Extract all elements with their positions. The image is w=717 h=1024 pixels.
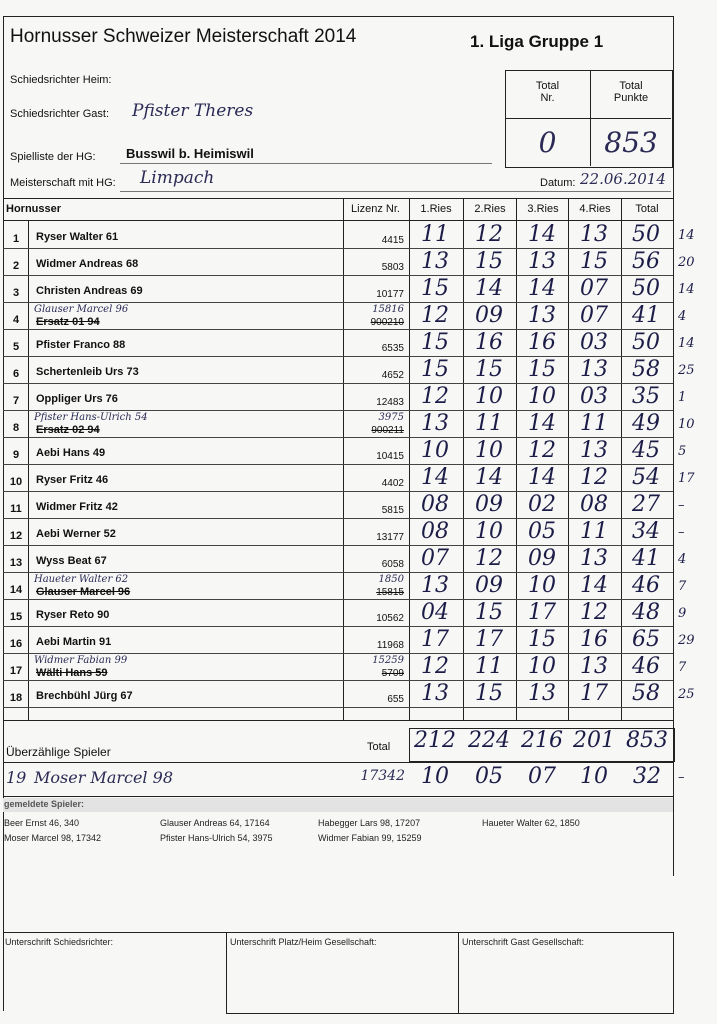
ries-1-score: 08 (421, 492, 449, 517)
player-name: Aebi Martin 91 (36, 636, 112, 648)
table-header-line (3, 220, 673, 221)
extra-r4: 10 (580, 764, 608, 789)
row-number: 12 (9, 530, 23, 542)
side-note: 14 (678, 336, 695, 351)
col-line-num (28, 220, 29, 720)
table-top-line (3, 198, 673, 199)
registered-col2: Glauser Andreas 64, 17164 Pfister Hans-Ulrich 54, 3975 (160, 818, 273, 843)
row-number: 1 (12, 233, 20, 245)
license-number: 6535 (381, 343, 404, 354)
row-number: 2 (12, 260, 20, 272)
ries-1-score: 04 (421, 600, 449, 625)
col-total-header: Total (635, 203, 659, 215)
total-r4: 201 (573, 728, 615, 753)
ries-4-score: 03 (580, 384, 608, 409)
row-number: 3 (12, 287, 20, 299)
league-label: 1. Liga Gruppe 1 (470, 32, 604, 51)
registered-col1: Beer Ernst 46, 340 Moser Marcel 98, 17342 (4, 818, 102, 843)
ries-4-score: 17 (580, 681, 608, 706)
ries-1-score: 11 (421, 222, 449, 247)
signature-divider-2 (458, 932, 459, 1014)
playlist-label: Spielliste der HG: (10, 151, 96, 163)
row-number: 15 (9, 611, 23, 623)
substitute-name: Glauser Marcel 96 (34, 304, 129, 315)
registered-col3: Habegger Lars 98, 17207 Widmer Fabian 99, 15259 (318, 818, 422, 843)
ries-1-score: 13 (421, 681, 449, 706)
row-line (3, 707, 673, 708)
col-r2-header: 2.Ries (474, 203, 506, 215)
license-number: 10177 (376, 289, 404, 300)
total-points-value: 853 (604, 126, 658, 159)
total-nr-value: 0 (538, 126, 557, 159)
table-bottom-line (3, 720, 673, 721)
side-note: 29 (678, 633, 695, 648)
player-name: Ryser Walter 61 (36, 231, 119, 243)
license-number: 5803 (381, 262, 404, 273)
side-note: 17 (678, 471, 695, 486)
date-label: Datum: (540, 177, 576, 189)
side-note: 10 (678, 417, 695, 432)
extra-row-bottom (3, 796, 673, 797)
ries-2-score: 15 (475, 681, 503, 706)
player-name: Schertenleib Urs 73 (36, 366, 139, 378)
ries-1-score: 10 (421, 438, 449, 463)
row-total: 56 (632, 249, 660, 274)
side-note: 4 (678, 552, 687, 567)
ries-1-score: 15 (421, 330, 449, 355)
ries-4-score: 13 (580, 438, 608, 463)
side-note: 25 (678, 687, 695, 702)
ries-2-score: 10 (475, 519, 503, 544)
row-total: 46 (632, 654, 660, 679)
player-name: Glauser Marcel 96 (36, 586, 131, 598)
extra-players-label: Überzählige Spieler (6, 745, 111, 759)
player-name: Aebi Hans 49 (36, 447, 106, 459)
ries-2-score: 16 (475, 330, 503, 355)
ries-2-score: 15 (475, 600, 503, 625)
ries-1-score: 15 (421, 357, 449, 382)
row-number: 16 (9, 638, 23, 650)
row-total: 34 (632, 519, 660, 544)
totals-label: Total (367, 741, 391, 753)
registered-col4: Haueter Walter 62, 1850 (482, 818, 580, 828)
ries-3-score: 10 (528, 654, 556, 679)
extra-r1: 10 (421, 764, 449, 789)
license-number: 5815 (381, 505, 404, 516)
row-number: 9 (12, 449, 20, 461)
ref-guest-value: Pfister Theres (132, 101, 254, 121)
license-number: 655 (387, 694, 404, 705)
license-old: 900210 (370, 317, 404, 328)
row-total: 46 (632, 573, 660, 598)
player-name: Ryser Reto 90 (36, 609, 110, 621)
ries-4-score: 13 (580, 357, 608, 382)
total-points-label: Total Punkte (613, 80, 649, 104)
ries-2-score: 12 (475, 222, 503, 247)
ries-2-score: 09 (475, 303, 503, 328)
ries-1-score: 17 (421, 627, 449, 652)
row-total: 49 (632, 411, 660, 436)
ries-4-score: 13 (580, 546, 608, 571)
row-total: 41 (632, 303, 660, 328)
totals-box-hline (505, 118, 671, 119)
license-new: 1850 (378, 574, 404, 585)
ries-4-score: 03 (580, 330, 608, 355)
ries-1-score: 13 (421, 411, 449, 436)
date-value: 22.06.2014 (580, 170, 666, 188)
ries-4-score: 13 (580, 654, 608, 679)
ries-1-score: 12 (421, 654, 449, 679)
license-number: 13177 (376, 532, 404, 543)
player-name: Wälti Hans 59 (36, 667, 108, 679)
ries-4-score: 11 (580, 411, 608, 436)
extra-total: 32 (633, 764, 661, 789)
championship-value: Limpach (140, 168, 215, 188)
row-number: 5 (12, 341, 20, 353)
extra-r3: 07 (528, 764, 556, 789)
row-number: 10 (9, 476, 23, 488)
license-new: 15259 (372, 655, 404, 666)
row-number: 11 (10, 503, 22, 515)
row-total: 50 (632, 276, 660, 301)
col-r4-header: 4.Ries (579, 203, 611, 215)
ries-3-score: 14 (528, 465, 556, 490)
ries-3-score: 14 (528, 222, 556, 247)
row-number: 7 (12, 395, 20, 407)
ries-4-score: 07 (580, 276, 608, 301)
ries-3-score: 02 (528, 492, 556, 517)
ref-guest-label: Schiedsrichter Gast: (10, 108, 110, 120)
signature-right (673, 932, 674, 1014)
ries-3-score: 15 (528, 357, 556, 382)
side-note: 14 (678, 228, 695, 243)
championship-underline (120, 191, 671, 192)
total-r1: 212 (414, 728, 456, 753)
ries-1-score: 13 (421, 249, 449, 274)
side-note: 4 (678, 309, 687, 324)
total-r2: 224 (468, 728, 510, 753)
row-total: 27 (632, 492, 660, 517)
ries-3-score: 17 (528, 600, 556, 625)
player-name: Widmer Fritz 42 (36, 501, 118, 513)
registered-title: gemeldete Spieler: (4, 799, 85, 809)
ries-3-score: 13 (528, 303, 556, 328)
extra-r2: 05 (475, 764, 503, 789)
license-old: 15815 (376, 587, 404, 598)
ries-4-score: 12 (580, 465, 608, 490)
ries-4-score: 15 (580, 249, 608, 274)
ries-2-score: 11 (475, 654, 503, 679)
row-total: 58 (632, 681, 660, 706)
substitute-name: Pfister Hans-Ulrich 54 (34, 412, 148, 423)
total-r3: 216 (521, 728, 563, 753)
extra-player-num: 19 (6, 768, 27, 787)
ries-2-score: 12 (475, 546, 503, 571)
row-number: 13 (9, 557, 23, 569)
ries-2-score: 17 (475, 627, 503, 652)
ries-2-score: 11 (475, 411, 503, 436)
player-name: Christen Andreas 69 (36, 285, 143, 297)
side-note: 5 (678, 444, 687, 459)
side-note: 9 (678, 606, 687, 621)
ries-3-score: 13 (528, 681, 556, 706)
side-note: 7 (678, 579, 687, 594)
license-number: 11968 (376, 640, 404, 651)
registered-header-bar (3, 798, 673, 812)
license-new: 3975 (378, 412, 404, 423)
signature-guest: Unterschrift Gast Gesellschaft: (462, 937, 585, 947)
player-name: Aebi Werner 52 (36, 528, 116, 540)
col-r1-header: 1.Ries (420, 203, 452, 215)
row-total: 50 (632, 222, 660, 247)
ries-3-score: 10 (528, 573, 556, 598)
row-total: 58 (632, 357, 660, 382)
playlist-value: Busswil b. Heimiswil (126, 146, 254, 161)
ries-3-score: 14 (528, 276, 556, 301)
col-license-header: Lizenz Nr. (351, 203, 400, 215)
ries-2-score: 10 (475, 384, 503, 409)
total-nr-label: Total Nr. (535, 80, 560, 104)
col-r3-header: 3.Ries (527, 203, 559, 215)
ries-2-score: 10 (475, 438, 503, 463)
ries-2-score: 09 (475, 492, 503, 517)
championship-label: Meisterschaft mit HG: (10, 177, 116, 189)
row-number: 4 (12, 314, 20, 326)
row-total: 41 (632, 546, 660, 571)
ries-3-score: 13 (528, 249, 556, 274)
signature-home: Unterschrift Platz/Heim Gesellschaft: (230, 937, 377, 947)
ries-3-score: 14 (528, 411, 556, 436)
signature-top-line (3, 932, 673, 933)
player-name: Oppliger Urs 76 (36, 393, 118, 405)
total-grand: 853 (626, 728, 668, 753)
row-total: 48 (632, 600, 660, 625)
player-name: Ryser Fritz 46 (36, 474, 109, 486)
license-number: 12483 (376, 397, 404, 408)
extra-side-note: – (678, 770, 685, 785)
ries-4-score: 08 (580, 492, 608, 517)
ries-3-score: 16 (528, 330, 556, 355)
ries-3-score: 12 (528, 438, 556, 463)
signature-bottom-line (226, 1013, 673, 1014)
ries-3-score: 05 (528, 519, 556, 544)
side-note: 1 (678, 390, 687, 405)
ries-2-score: 14 (475, 276, 503, 301)
player-name: Widmer Andreas 68 (36, 258, 139, 270)
ries-4-score: 07 (580, 303, 608, 328)
side-note: 7 (678, 660, 687, 675)
substitute-name: Widmer Fabian 99 (34, 655, 128, 666)
ries-1-score: 12 (421, 303, 449, 328)
substitute-name: Haueter Walter 62 (34, 574, 129, 585)
ries-1-score: 12 (421, 384, 449, 409)
license-old: 900211 (371, 425, 404, 436)
sheet-title: Hornusser Schweizer Meisterschaft 2014 (10, 26, 357, 47)
ries-4-score: 12 (580, 600, 608, 625)
signature-divider-1 (226, 932, 227, 1014)
license-number: 10562 (376, 613, 404, 624)
side-note: 20 (678, 255, 695, 270)
ref-home-label: Schiedsrichter Heim: (10, 74, 112, 86)
extra-player-license: 17342 (360, 768, 405, 784)
player-name: Wyss Beat 67 (36, 555, 107, 567)
ries-2-score: 14 (475, 465, 503, 490)
ries-4-score: 16 (580, 627, 608, 652)
playlist-underline (120, 163, 492, 164)
license-number: 10415 (376, 451, 404, 462)
ries-2-score: 15 (475, 249, 503, 274)
row-total: 65 (632, 627, 660, 652)
player-name: Pfister Franco 88 (36, 339, 126, 351)
license-old: 5709 (381, 668, 404, 679)
ries-4-score: 11 (580, 519, 608, 544)
license-number: 6058 (381, 559, 404, 570)
player-name: Ersatz 02 94 (36, 424, 100, 436)
ries-1-score: 07 (421, 546, 449, 571)
signature-referee: Unterschrift Schiedsrichter: (5, 937, 114, 947)
side-note: – (678, 498, 685, 513)
ries-1-score: 13 (421, 573, 449, 598)
row-number: 8 (12, 422, 20, 434)
side-note: – (678, 525, 685, 540)
row-total: 54 (632, 465, 660, 490)
ries-1-score: 15 (421, 276, 449, 301)
row-total: 50 (632, 330, 660, 355)
ries-1-score: 08 (421, 519, 449, 544)
row-total: 35 (632, 384, 660, 409)
player-name: Brechbühl Jürg 67 (36, 690, 133, 702)
ries-3-score: 10 (528, 384, 556, 409)
ries-1-score: 14 (421, 465, 449, 490)
side-note: 14 (678, 282, 695, 297)
ries-3-score: 15 (528, 627, 556, 652)
license-number: 4652 (381, 370, 404, 381)
ries-4-score: 14 (580, 573, 608, 598)
ries-3-score: 09 (528, 546, 556, 571)
ries-2-score: 15 (475, 357, 503, 382)
extra-player-name: Moser Marcel 98 (34, 768, 173, 787)
row-number: 17 (9, 665, 23, 677)
side-note: 25 (678, 363, 695, 378)
col-player-header: Hornusser (6, 203, 62, 215)
license-new: 15816 (372, 304, 404, 315)
license-number: 4415 (381, 235, 404, 246)
row-number: 18 (9, 692, 23, 704)
row-number: 6 (12, 368, 20, 380)
frame-top (3, 16, 673, 17)
extra-row-top (3, 762, 673, 763)
row-total: 45 (632, 438, 660, 463)
row-number: 14 (9, 584, 23, 596)
ries-2-score: 09 (475, 573, 503, 598)
license-number: 4402 (381, 478, 404, 489)
ries-4-score: 13 (580, 222, 608, 247)
player-name: Ersatz 01 94 (36, 316, 100, 328)
